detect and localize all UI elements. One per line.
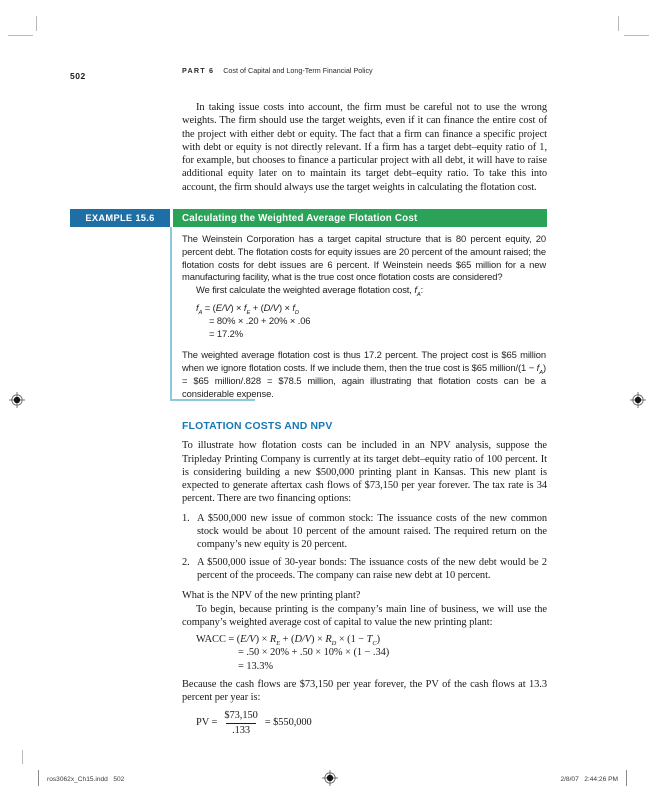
- crop-mark-bottom-left-v: [22, 750, 23, 764]
- pv-lhs: PV =: [196, 717, 218, 729]
- example-paragraph-2: The weighted average flotation cost is thus 17.2 percent. The project cost is $65 million when we ignore flotation costs. If we include them, then the true cost is $65 million/(1 − $f_A$) = $65 million/.828 = $78.5 million, again illustrating that flotation costs can be a considerable expense.: [182, 349, 546, 399]
- pv-fraction: [222, 710, 259, 737]
- list-item-text: A $500,000 new issue of common stock: The issuance costs of the new common stock would be about 10 percent of the amount raised. The required return on the company’s new equity is 20 percent.: [197, 512, 547, 551]
- section-heading: FLOTATION COSTS AND NPV: [182, 421, 333, 432]
- npv-question: What is the NPV of the new printing plant?: [182, 590, 361, 602]
- registration-mark-icon: [630, 392, 646, 408]
- financing-options-list: [182, 512, 547, 582]
- example-body: [182, 233, 546, 401]
- pv-numerator: $73,150: [224, 709, 258, 721]
- registration-mark-icon: [322, 770, 338, 786]
- example-label: EXAMPLE 15.6: [70, 209, 170, 227]
- list-item-number: 2.: [182, 556, 190, 568]
- crop-mark-top-right-h: [624, 35, 649, 36]
- example-left-rule: [170, 227, 172, 400]
- footer-file-name: ros3062x_Ch15.indd 502: [47, 776, 125, 783]
- section-paragraph-3: Because the cash flows are $73,150 per year forever, the PV of the cash flows at 13.3 percent per year is:: [182, 679, 547, 704]
- list-item: [182, 556, 547, 583]
- crop-mark-top-left-v: [36, 16, 37, 31]
- list-item-text: A $500,000 issue of 30-year bonds: The issuance costs of the new debt would be 2 percent of the proceeds. The company can raise new debt at 10 percent.: [197, 556, 547, 581]
- footer-left-tick: [38, 770, 39, 786]
- example-paragraph-1: The Weinstein Corporation has a target capital structure that is 80 percent equity, 20 percent debt. The flotation costs for equity issues are 20 percent of the amount raised; the flotation costs for debt issues are 6 percent. If Weinstein needs $65 million for a new manufacturing facility, what is the true cost once flotation costs are considered?: [182, 233, 546, 283]
- part-heading: [182, 66, 373, 75]
- formula-line: WACC = $(E/V) \times R_E + (D/V) \times R_D \times (1 - T_C)$: [196, 634, 381, 648]
- crop-mark-top-right-v: [618, 16, 619, 31]
- crop-mark-top-left-h: [8, 35, 33, 36]
- list-item-number: 1.: [182, 512, 190, 524]
- running-head: [70, 66, 548, 84]
- page-number: 502: [70, 71, 86, 81]
- npv-section: [182, 420, 547, 737]
- example-title: Calculating the Weighted Average Flotation Cost: [173, 209, 547, 227]
- formula-line: = .50 × 20% + .50 × 10% × (1 − .34): [238, 647, 390, 659]
- registration-mark-icon: [9, 392, 25, 408]
- pv-denominator: .133: [226, 723, 256, 737]
- section-paragraph-2: To begin, because printing is the company’s main line of business, we will use the company’s weighted average cost of capital to value the new printing plant:: [182, 603, 547, 628]
- formula-line: = 17.2%: [209, 327, 243, 339]
- list-item: [182, 512, 547, 552]
- formula-line: $f_A = (E/V) \times f_E + (D/V) \times f_D$: [196, 301, 299, 316]
- part-title: Cost of Capital and Long-Term Financial Policy: [223, 66, 373, 75]
- formula-line: = 13.3%: [238, 660, 273, 672]
- pv-formula: [196, 710, 547, 737]
- example-lead-in: We first calculate the weighted average flotation cost, $f_A$:: [196, 284, 424, 299]
- footer-timestamp: 2/8/07 2:44:26 PM: [560, 776, 618, 783]
- footer-right-tick: [626, 770, 627, 786]
- intro-paragraph: In taking issue costs into account, the firm must be careful not to use the wrong weights. The firm should use the target weights, even if it can finance the entire cost of the project with either debt or equity. The fact that a firm can finance a specific project with debt or equity is not directly relevant. If a firm has a target debt–equity ratio of 1, for example, but chooses to finance a particular project with all debt, it will have to raise additional equity later on to maintain its target debt–equity ratio. To take this into account, the firm should always use the target weights in calculating the flotation cost.: [182, 102, 547, 193]
- pv-rhs: = $550,000: [264, 717, 312, 729]
- wacc-formula: [196, 633, 547, 673]
- part-label: PART 6: [182, 66, 215, 75]
- flotation-cost-formula: [196, 302, 546, 340]
- section-paragraph-1: To illustrate how flotation costs can be included in an NPV analysis, suppose the Tripleday Printing Company is currently at its target debt–equity ratio of 100 percent. It is considering building a new $500,000 printing plant in Kansas. This new plant is expected to generate aftertax cash flows of $73,150 per year forever. The tax rate is 34 percent. There are two financing options:: [182, 440, 547, 505]
- formula-line: = 80% × .20 + 20% × .06: [209, 314, 311, 326]
